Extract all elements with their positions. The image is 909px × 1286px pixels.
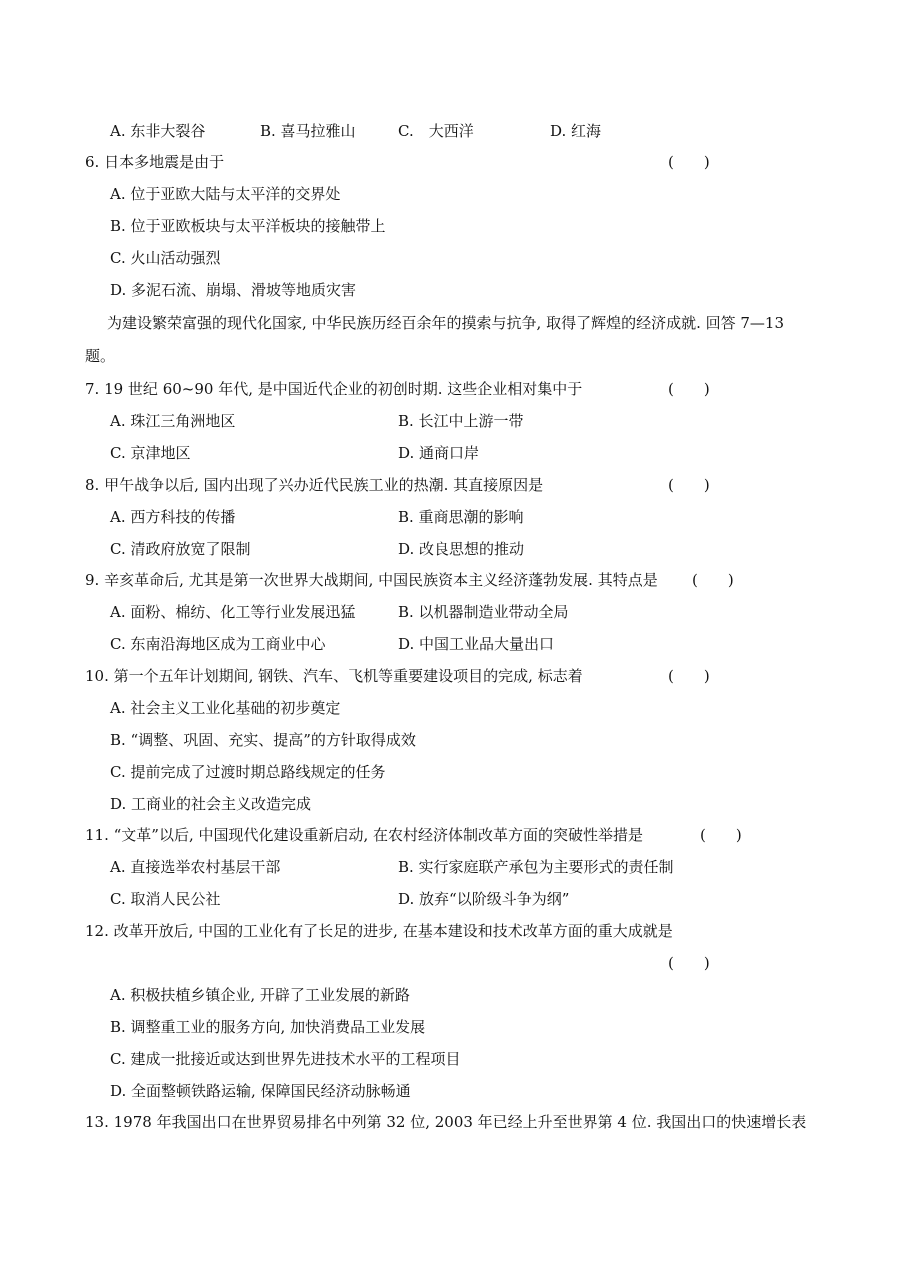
q6-option-a: A. 位于亚欧大陆与太平洋的交界处 [110,185,341,203]
q6-answer-blank: ( ) [668,153,710,171]
q8-option-c: C. 清政府放宽了限制 [110,540,251,558]
q7-stem: 7. 19 世纪 60~90 年代, 是中国近代企业的初创时期. 这些企业相对集中于 [85,380,583,398]
q9-option-b: B. 以机器制造业带动全局 [398,603,569,621]
q5-option-c: C. 大西洋 [398,122,474,140]
q9-stem: 9. 辛亥革命后, 尤其是第一次世界大战期间, 中国民族资本主义经济蓬勃发展. 其特点是 [85,571,658,589]
q10-option-a: A. 社会主义工业化基础的初步奠定 [110,699,341,717]
q13-stem: 13. 1978 年我国出口在世界贸易排名中列第 32 位, 2003 年已经上升至世界第 4 位. 我国出口的快速增长表 [85,1113,807,1131]
q10-answer-blank: ( ) [668,667,710,685]
q12-option-d: D. 全面整顿铁路运输, 保障国民经济动脉畅通 [110,1082,411,1100]
q9-answer-blank: ( ) [692,571,734,589]
q9-option-c: C. 东南沿海地区成为工商业中心 [110,635,326,653]
section-intro-line2: 题。 [85,347,116,365]
q10-option-c: C. 提前完成了过渡时期总路线规定的任务 [110,763,386,781]
q6-stem: 6. 日本多地震是由于 [85,153,225,171]
q6-option-d: D. 多泥石流、崩塌、滑坡等地质灾害 [110,281,357,299]
q12-option-a: A. 积极扶植乡镇企业, 开辟了工业发展的新路 [110,986,410,1004]
q11-option-b: B. 实行家庭联产承包为主要形式的责任制 [398,858,674,876]
section-intro-line1: 为建设繁荣富强的现代化国家, 中华民族历经百余年的摸索与抗争, 取得了辉煌的经济成就. 回答 7—13 [107,314,785,332]
q6-option-c: C. 火山活动强烈 [110,249,221,267]
q12-stem: 12. 改革开放后, 中国的工业化有了长足的进步, 在基本建设和技术改革方面的重大成就是 [85,922,673,940]
q7-option-d: D. 通商口岸 [398,444,480,462]
q7-option-a: A. 珠江三角洲地区 [110,412,236,430]
q9-option-d: D. 中国工业品大量出口 [398,635,555,653]
q9-option-a: A. 面粉、棉纺、化工等行业发展迅猛 [110,603,356,621]
q8-stem: 8. 甲午战争以后, 国内出现了兴办近代民族工业的热潮. 其直接原因是 [85,476,544,494]
q11-answer-blank: ( ) [700,826,742,844]
q5-option-d: D. 红海 [550,122,602,140]
q12-option-b: B. 调整重工业的服务方向, 加快消费品工业发展 [110,1018,426,1036]
q6-option-b: B. 位于亚欧板块与太平洋板块的接触带上 [110,217,386,235]
q5-option-b: B. 喜马拉雅山 [260,122,356,140]
q7-option-c: C. 京津地区 [110,444,191,462]
q11-option-d: D. 放弃“以阶级斗争为纲” [398,890,570,908]
q8-option-a: A. 西方科技的传播 [110,508,236,526]
q11-option-c: C. 取消人民公社 [110,890,221,908]
q8-answer-blank: ( ) [668,476,710,494]
q8-option-b: B. 重商思潮的影响 [398,508,524,526]
q5-option-a: A. 东非大裂谷 [110,122,206,140]
q8-option-d: D. 改良思想的推动 [398,540,525,558]
q7-option-b: B. 长江中上游一带 [398,412,524,430]
q11-stem: 11. “文革”以后, 中国现代化建设重新启动, 在农村经济体制改革方面的突破性举措是 [85,826,644,844]
q7-answer-blank: ( ) [668,380,710,398]
q12-option-c: C. 建成一批接近或达到世界先进技术水平的工程项目 [110,1050,461,1068]
q12-answer-blank: ( ) [668,954,710,972]
q10-option-d: D. 工商业的社会主义改造完成 [110,795,312,813]
q11-option-a: A. 直接选举农村基层干部 [110,858,281,876]
q10-option-b: B. “调整、巩固、充实、提高”的方针取得成效 [110,731,416,749]
q10-stem: 10. 第一个五年计划期间, 钢铁、汽车、飞机等重要建设项目的完成, 标志着 [85,667,583,685]
